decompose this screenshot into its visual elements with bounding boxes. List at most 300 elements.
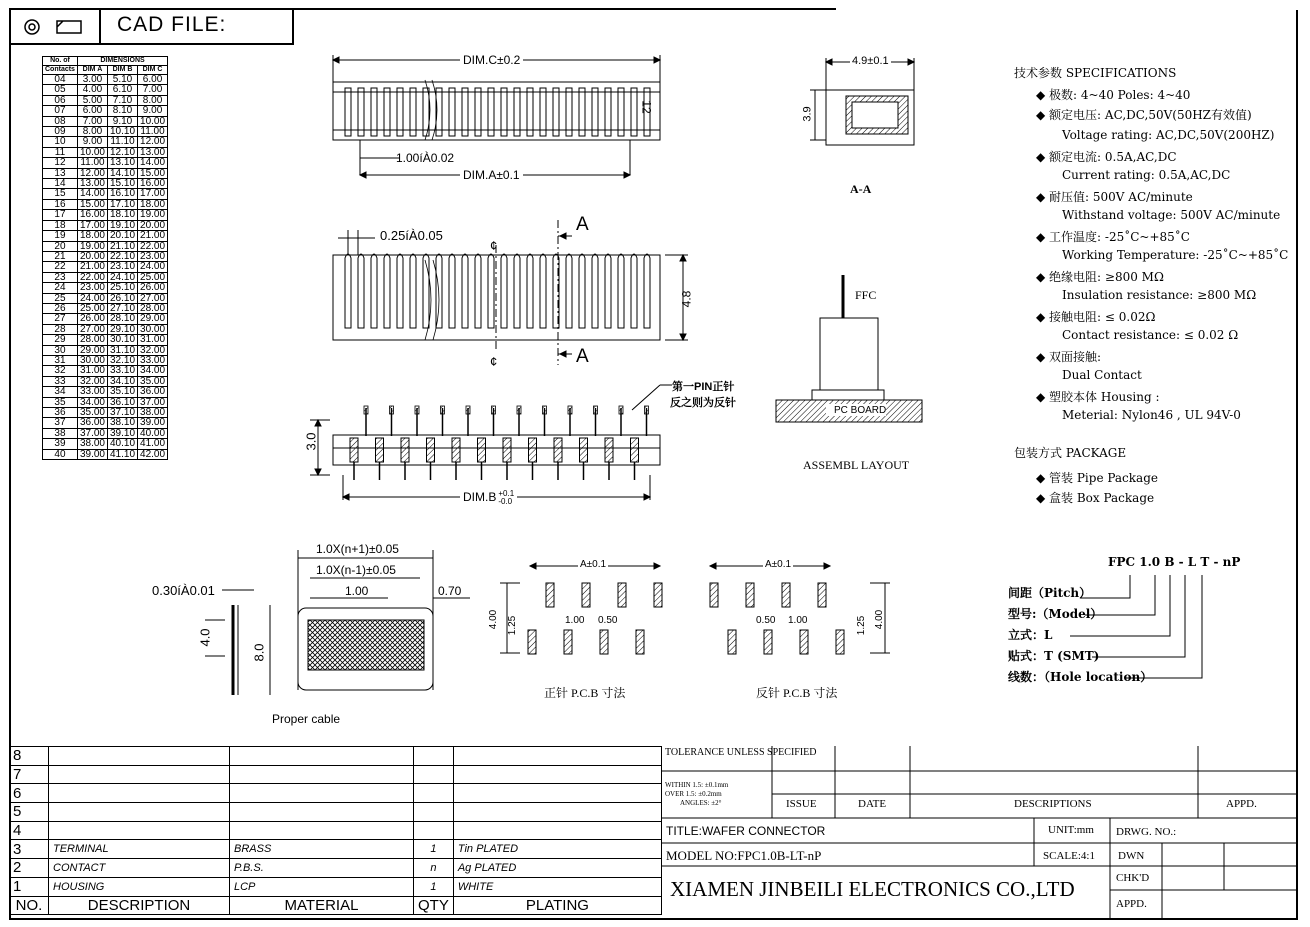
spec-item: Insulation resistance: ≥800 MΩ xyxy=(1062,288,1257,302)
dims-cell: 33 xyxy=(43,376,78,386)
pcb-pad-front-bottom xyxy=(600,630,608,654)
dims-cell: 37.10 xyxy=(107,408,137,418)
dims-cell: 17 xyxy=(43,210,78,220)
dims-cell: 24.10 xyxy=(107,272,137,282)
drawing-title: TITLE:WAFER CONNECTOR xyxy=(666,824,826,838)
pcb-back-label: 反针 P.C.B 寸法 xyxy=(756,686,838,700)
package-box: ◆ 盒装 Box Package xyxy=(1036,491,1155,505)
dims-cell: 13 xyxy=(43,168,78,178)
partno-code: FPC 1.0 B - L T - nP xyxy=(1108,555,1241,569)
pcb-pad-back-top xyxy=(710,583,718,607)
dims-cell: 28.00 xyxy=(138,303,168,313)
spec-item: Dual Contact xyxy=(1062,368,1142,382)
dims-cell: 16.10 xyxy=(107,189,137,199)
dims-cell: 38.10 xyxy=(107,418,137,428)
dims-cell: 7.00 xyxy=(77,116,107,126)
dims-cell: 22.00 xyxy=(138,241,168,251)
dim-b-tol-dn: -0.0 xyxy=(498,497,513,506)
top-view-pin xyxy=(566,88,572,136)
pcb-pad-front-top xyxy=(618,583,626,607)
dims-cell: 14 xyxy=(43,179,78,189)
dims-cell: 18 xyxy=(43,220,78,230)
spec-item: Contact resistance: ≤ 0.02 Ω xyxy=(1062,328,1239,342)
bom-head-qty: QTY xyxy=(414,896,454,915)
dims-cell: 11 xyxy=(43,147,78,157)
dims-cell: 8.00 xyxy=(77,127,107,137)
top-view-pin xyxy=(514,88,520,136)
bom-table xyxy=(9,746,662,915)
spec-item: Current rating: 0.5A,AC,DC xyxy=(1062,168,1231,182)
top-view-pin xyxy=(371,88,377,136)
dims-cell: 39.10 xyxy=(107,428,137,438)
pcb-pad-back-top xyxy=(782,583,790,607)
dims-cell: 28.10 xyxy=(107,314,137,324)
unit-label: UNIT:mm xyxy=(1048,824,1094,836)
spec-item: ◆ 双面接触: xyxy=(1036,350,1102,364)
bom-cell: CONTACT xyxy=(49,859,230,878)
section-a-bottom: A xyxy=(576,346,589,367)
dims-cell: 31 xyxy=(43,355,78,365)
dwn-label: DWN xyxy=(1118,850,1145,862)
dims-cell: 6.00 xyxy=(77,106,107,116)
pcb-pad-front-top xyxy=(654,583,662,607)
twelve-label: 12 xyxy=(639,100,654,114)
dims-cell: 39 xyxy=(43,439,78,449)
dims-cell: 36.00 xyxy=(138,387,168,397)
top-view-pin xyxy=(397,88,403,136)
bom-row xyxy=(10,784,662,803)
dims-cell: 18.00 xyxy=(77,231,107,241)
cable-thickness: 0.30íÀ0.01 xyxy=(152,583,215,598)
bom-row xyxy=(10,840,662,859)
dims-cell: 23.10 xyxy=(107,262,137,272)
bom-cell: BRASS xyxy=(230,840,414,859)
spec-item: Working Temperature: -25˚C~+85˚C xyxy=(1062,248,1289,262)
dims-cell: 34.00 xyxy=(138,366,168,376)
pcb-front-label: 正针 P.C.B 寸法 xyxy=(544,686,626,700)
cable-40: 4.0 xyxy=(197,628,213,647)
bom-head-plating: PLATING xyxy=(453,896,661,915)
dims-cell: 6.00 xyxy=(138,75,168,85)
bom-cell: n xyxy=(414,859,454,878)
section-aa-label: A-A xyxy=(850,182,872,196)
dims-cell: 13.00 xyxy=(138,147,168,157)
dims-cell: 37.00 xyxy=(138,397,168,407)
top-view-pin xyxy=(475,88,481,136)
dims-cell: 24.00 xyxy=(77,293,107,303)
dims-cell: 19.00 xyxy=(77,241,107,251)
dims-cell: 05 xyxy=(43,85,78,95)
bom-row xyxy=(10,803,662,822)
height-39-label: 3.9 xyxy=(801,106,814,122)
dim-c-label: DIM.C±0.2 xyxy=(460,53,523,67)
spec-item: ◆ 绝缘电阻: ≥800 MΩ xyxy=(1036,270,1164,284)
tol-over: OVER 1.5: ±0.2mm xyxy=(665,790,722,798)
drwg-no-label: DRWG. NO.: xyxy=(1116,826,1177,838)
spec-item: ◆ 工作温度: -25˚C~+85˚C xyxy=(1036,230,1190,244)
bom-row xyxy=(10,859,662,878)
dims-cell: 15.10 xyxy=(107,179,137,189)
pcb-pad-front-bottom xyxy=(564,630,572,654)
dims-cell: 29.10 xyxy=(107,324,137,334)
dims-cell: 32.00 xyxy=(138,345,168,355)
bom-cell: Tin PLATED xyxy=(453,840,661,859)
top-leg-tip xyxy=(543,406,547,414)
smt-contact xyxy=(376,438,384,462)
front-view-slot xyxy=(410,254,416,328)
dims-cell: 40.00 xyxy=(138,428,168,438)
front-view-slot xyxy=(345,254,351,328)
dim-b-tol-up: +0.1 xyxy=(498,489,515,498)
spec-item: Voltage rating: AC,DC,50V(200HZ) xyxy=(1062,128,1275,142)
dims-cell: 23.00 xyxy=(138,251,168,261)
dims-cell: 42.00 xyxy=(138,449,168,459)
dims-cell: 34 xyxy=(43,387,78,397)
dims-cell: 11.00 xyxy=(138,127,168,137)
bom-cell: 1 xyxy=(414,840,454,859)
side-view xyxy=(310,385,672,500)
dims-cell: 30 xyxy=(43,345,78,355)
title-block xyxy=(662,746,1298,920)
dims-cell: 33.00 xyxy=(77,387,107,397)
bom-cell: P.B.S. xyxy=(230,859,414,878)
pitch-label: 1.00íÀ0.02 xyxy=(396,151,455,165)
bom-cell: 1 xyxy=(10,877,49,896)
company-name: XIAMEN JINBEILI ELECTRONICS CO.,LTD xyxy=(670,877,1075,901)
top-view-pin xyxy=(540,88,546,136)
bom-cell: LCP xyxy=(230,877,414,896)
width-49-label: 4.9±0.1 xyxy=(852,55,889,67)
pcb-050-front: 0.50 xyxy=(598,615,618,626)
dims-cell: 27.00 xyxy=(138,293,168,303)
bom-cell xyxy=(230,821,414,840)
top-view-pin xyxy=(631,88,637,136)
dims-cell: 25 xyxy=(43,293,78,303)
dims-cell: 40 xyxy=(43,449,78,459)
bom-cell xyxy=(414,747,454,766)
dims-cell: 26.00 xyxy=(138,283,168,293)
height-30-label: 3.0 xyxy=(303,432,319,451)
pcb-footprints xyxy=(500,563,890,653)
height-48-label: 4.8 xyxy=(679,290,694,308)
partno-lines: 线数：（Hole location） xyxy=(1008,670,1153,684)
top-leg-tip xyxy=(466,406,470,414)
partno-model: 型号:（Model） xyxy=(1008,607,1103,621)
dims-cell: 30.00 xyxy=(77,355,107,365)
tol-angles: ANGLES: ±2° xyxy=(680,799,722,807)
dim-b-text: DIM.B xyxy=(463,490,497,505)
dims-cell: 21 xyxy=(43,251,78,261)
dims-cell: 27.10 xyxy=(107,303,137,313)
front-view-slot xyxy=(397,254,403,328)
front-view-slot xyxy=(384,254,390,328)
dims-cell: 12.00 xyxy=(77,168,107,178)
section-a-top: A xyxy=(576,214,589,235)
dims-cell: 29.00 xyxy=(138,314,168,324)
pc-board-label: PC BOARD xyxy=(834,405,887,416)
bom-cell xyxy=(453,765,661,784)
smt-contact xyxy=(580,438,588,462)
dims-cell: 26.00 xyxy=(77,314,107,324)
pcb-100-back: 1.00 xyxy=(788,615,808,626)
bom-cell xyxy=(230,784,414,803)
pcb-pad-front-bottom xyxy=(528,630,536,654)
bom-cell xyxy=(414,765,454,784)
dims-cell: 31.00 xyxy=(138,335,168,345)
front-view-slot xyxy=(449,254,455,328)
dim-a-label: DIM.A±0.1 xyxy=(460,168,523,182)
pin1-note-2: 反之则为反针 xyxy=(670,397,736,409)
dims-cell: 39.00 xyxy=(138,418,168,428)
dims-cell: 20.00 xyxy=(138,220,168,230)
dims-cell: 35.10 xyxy=(107,387,137,397)
scale-label: SCALE:4:1 xyxy=(1043,850,1095,862)
front-view-slot xyxy=(371,254,377,328)
dims-cell: 09 xyxy=(43,127,78,137)
dims-cell: 19.00 xyxy=(138,210,168,220)
top-view-pin xyxy=(618,88,624,136)
dims-cell: 6.10 xyxy=(107,85,137,95)
dims-cell: 10.10 xyxy=(107,127,137,137)
dims-cell: 11.10 xyxy=(107,137,137,147)
bom-cell: 5 xyxy=(10,803,49,822)
dims-cell: 18.10 xyxy=(107,210,137,220)
dims-cell: 31.10 xyxy=(107,345,137,355)
th-dim-b: DIM B xyxy=(107,66,137,75)
dims-cell: 36.10 xyxy=(107,397,137,407)
dims-cell: 13.00 xyxy=(77,179,107,189)
top-leg-tip xyxy=(594,406,598,414)
dims-cell: 28.00 xyxy=(77,335,107,345)
date-label: DATE xyxy=(858,798,887,810)
dims-cell: 04 xyxy=(43,75,78,85)
dims-cell: 32 xyxy=(43,366,78,376)
bom-cell xyxy=(453,803,661,822)
top-leg-tip xyxy=(619,406,623,414)
top-leg-tip xyxy=(517,406,521,414)
top-view-pin xyxy=(358,88,364,136)
dims-cell: 5.00 xyxy=(77,95,107,105)
top-view-pin xyxy=(384,88,390,136)
front-view-slot xyxy=(644,254,650,328)
smt-contact xyxy=(554,438,562,462)
pcb-400-back: 4.00 xyxy=(874,609,886,630)
dims-cell: 17.00 xyxy=(77,220,107,230)
top-leg-tip xyxy=(364,406,368,414)
dims-cell: 8.10 xyxy=(107,106,137,116)
bom-head-material: MATERIAL xyxy=(230,896,414,915)
top-view-pin xyxy=(527,88,533,136)
section-aa xyxy=(810,58,914,145)
top-leg-tip xyxy=(441,406,445,414)
dims-cell: 25.00 xyxy=(138,272,168,282)
dims-cell: 29 xyxy=(43,335,78,345)
dims-cell: 4.00 xyxy=(77,85,107,95)
top-view-pin xyxy=(553,88,559,136)
dims-cell: 12.00 xyxy=(138,137,168,147)
dims-cell: 22.00 xyxy=(77,272,107,282)
dims-cell: 23.00 xyxy=(77,283,107,293)
pcb-125-back: 1.25 xyxy=(856,615,868,636)
th-dimensions: DIMENSIONS xyxy=(77,57,167,66)
top-leg-tip xyxy=(492,406,496,414)
bom-cell: WHITE xyxy=(453,877,661,896)
bom-cell xyxy=(453,747,661,766)
dims-cell: 16.00 xyxy=(138,179,168,189)
bom-cell xyxy=(230,803,414,822)
dims-cell: 38.00 xyxy=(77,439,107,449)
bom-cell: TERMINAL xyxy=(49,840,230,859)
dims-cell: 22.10 xyxy=(107,251,137,261)
front-view-slot xyxy=(605,254,611,328)
dims-cell: 27 xyxy=(43,314,78,324)
dims-cell: 21.00 xyxy=(138,231,168,241)
pcb-pad-back-bottom xyxy=(836,630,844,654)
th-dim-a: DIM A xyxy=(77,66,107,75)
dims-cell: 11.00 xyxy=(77,158,107,168)
top-leg-tip xyxy=(568,406,572,414)
smt-contact xyxy=(350,438,358,462)
dims-cell: 41.10 xyxy=(107,449,137,459)
dims-cell: 15.00 xyxy=(138,168,168,178)
front-view-slot xyxy=(618,254,624,328)
centerline-top: ¢ xyxy=(490,238,498,253)
pcb-125-front: 1.25 xyxy=(507,615,519,636)
dims-cell: 15.00 xyxy=(77,199,107,209)
cable-070: 0.70 xyxy=(438,584,462,598)
dims-cell: 40.10 xyxy=(107,439,137,449)
dims-cell: 12 xyxy=(43,158,78,168)
partno-pitch: 间距（Pitch） xyxy=(1008,586,1092,600)
chkd-label: CHK'D xyxy=(1116,872,1150,884)
dims-cell: 3.00 xyxy=(77,75,107,85)
dims-cell: 34.00 xyxy=(77,397,107,407)
dims-cell: 26 xyxy=(43,303,78,313)
top-view-pin xyxy=(501,88,507,136)
dims-cell: 25.00 xyxy=(77,303,107,313)
dims-cell: 10 xyxy=(43,137,78,147)
dims-cell: 38.00 xyxy=(138,408,168,418)
bom-cell xyxy=(414,784,454,803)
ffc-label: FFC xyxy=(855,288,877,302)
partno-smt: 贴式：T (SMT) xyxy=(1008,649,1100,663)
dims-cell: 37.00 xyxy=(77,428,107,438)
dims-cell: 14.00 xyxy=(77,189,107,199)
dims-cell: 36.00 xyxy=(77,418,107,428)
dims-cell: 16.00 xyxy=(77,210,107,220)
dims-cell: 37 xyxy=(43,418,78,428)
dims-cell: 12.10 xyxy=(107,147,137,157)
assembly-layout xyxy=(776,275,922,422)
bom-cell xyxy=(414,803,454,822)
smt-contact xyxy=(427,438,435,462)
pcb-pad-back-top xyxy=(746,583,754,607)
smt-contact xyxy=(478,438,486,462)
bom-row xyxy=(10,747,662,766)
spec-item: Meterial: Nylon46 , UL 94V-0 xyxy=(1062,408,1241,422)
model-no: MODEL NO:FPC1.0B-LT-nP xyxy=(666,848,822,863)
dims-cell: 17.00 xyxy=(138,189,168,199)
cad-file-title: CAD FILE: xyxy=(117,13,227,36)
dims-cell: 07 xyxy=(43,106,78,116)
front-view-slot xyxy=(358,254,364,328)
smt-contact xyxy=(401,438,409,462)
top-view-pin xyxy=(449,88,455,136)
bom-cell: HOUSING xyxy=(49,877,230,896)
bom-cell xyxy=(49,765,230,784)
dims-cell: 15 xyxy=(43,189,78,199)
front-view-slot xyxy=(579,254,585,328)
pcb-pad-back-top xyxy=(818,583,826,607)
dims-cell: 9.00 xyxy=(77,137,107,147)
bom-head-desc: DESCRIPTION xyxy=(49,896,230,915)
spec-item: ◆ 额定电压: AC,DC,50V(50HZ有效值) xyxy=(1036,108,1252,122)
smt-contact xyxy=(452,438,460,462)
smt-contact xyxy=(529,438,537,462)
dims-cell: 27.00 xyxy=(77,324,107,334)
dims-cell: 10.00 xyxy=(138,116,168,126)
front-view-slot xyxy=(462,254,468,328)
bom-cell xyxy=(453,821,661,840)
smt-contact xyxy=(605,438,613,462)
bom-cell: 2 xyxy=(10,859,49,878)
bom-cell: 8 xyxy=(10,747,49,766)
pcb-a-back: A±0.1 xyxy=(765,559,792,570)
dims-cell: 29.00 xyxy=(77,345,107,355)
appd-label: APPD. xyxy=(1226,798,1257,810)
dims-cell: 28 xyxy=(43,324,78,334)
dims-cell: 35 xyxy=(43,397,78,407)
dims-cell: 20.10 xyxy=(107,231,137,241)
bom-cell xyxy=(49,784,230,803)
pcb-050-back: 0.50 xyxy=(756,615,776,626)
bom-cell: 3 xyxy=(10,840,49,859)
top-view-pin xyxy=(592,88,598,136)
pcb-pad-back-bottom xyxy=(728,630,736,654)
dims-cell: 35.00 xyxy=(77,408,107,418)
dims-cell: 24.00 xyxy=(138,262,168,272)
pin-width-label: 0.25íÀ0.05 xyxy=(380,228,443,243)
spec-item: ◆ 极数: 4~40 Poles: 4~40 xyxy=(1036,88,1191,102)
front-view-slot xyxy=(475,254,481,328)
front-view-slot xyxy=(423,254,429,328)
dims-cell: 17.10 xyxy=(107,199,137,209)
bom-cell: 4 xyxy=(10,821,49,840)
spec-item: ◆ 接触电阻: ≤ 0.02Ω xyxy=(1036,310,1156,324)
descriptions-label: DESCRIPTIONS xyxy=(1014,798,1092,810)
dims-cell: 32.10 xyxy=(107,355,137,365)
spec-title: 技术参数 SPECIFICATIONS xyxy=(1014,66,1177,80)
dims-cell: 19.10 xyxy=(107,220,137,230)
pcb-100-front: 1.00 xyxy=(565,615,585,626)
top-view-pin xyxy=(488,88,494,136)
dims-cell: 08 xyxy=(43,116,78,126)
dims-cell: 8.00 xyxy=(138,95,168,105)
bom-cell: 7 xyxy=(10,765,49,784)
bom-cell xyxy=(49,821,230,840)
top-view-pin xyxy=(345,88,351,136)
pcb-pad-front-bottom xyxy=(636,630,644,654)
bom-cell xyxy=(414,821,454,840)
dims-cell: 35.00 xyxy=(138,376,168,386)
bom-cell xyxy=(49,803,230,822)
dims-cell: 26.10 xyxy=(107,293,137,303)
dims-cell: 7.10 xyxy=(107,95,137,105)
spec-item: ◆ 塑胶本体 Housing : xyxy=(1036,390,1160,404)
dims-cell: 14.10 xyxy=(107,168,137,178)
partno-vertical: 立式：L xyxy=(1008,628,1053,642)
dims-cell: 22 xyxy=(43,262,78,272)
